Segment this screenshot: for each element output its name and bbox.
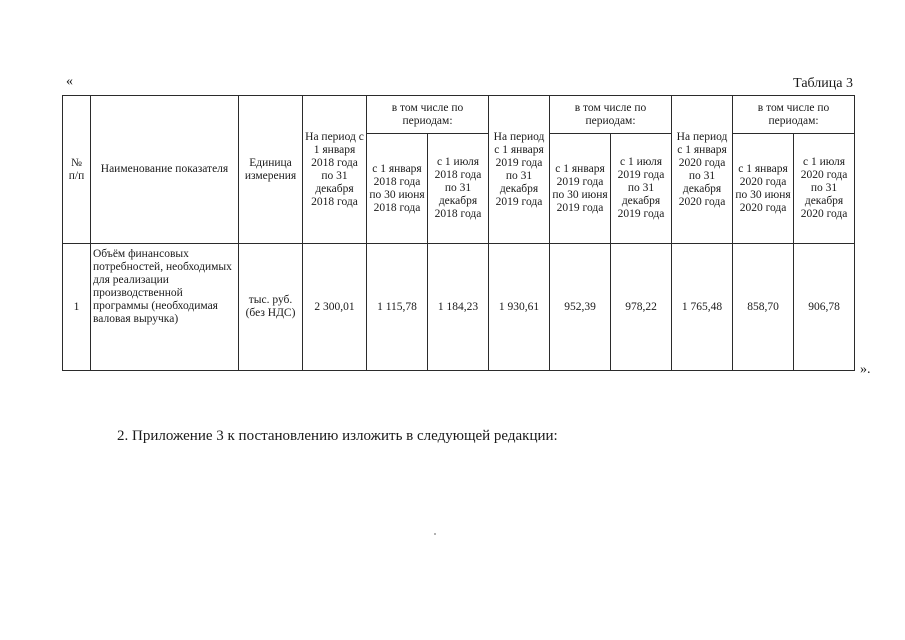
header-2019-including: в том числе по периодам: [550,96,672,134]
header-unit: Единица измерения [239,96,303,244]
table-caption: Таблица 3 [793,76,853,91]
header-2020-h1: с 1 января 2020 года по 30 июня 2020 года [733,134,794,244]
header-2020-total: На период с 1 января 2020 года по 31 декабря 2020 года [672,96,733,244]
header-2020-h2: с 1 июля 2020 года по 31 декабря 2020 года [794,134,855,244]
header-2018-total: На период с 1 января 2018 года по 31 декабря 2018 года [303,96,367,244]
header-2018-including: в том числе по периодам: [367,96,489,134]
header-spacer [855,134,905,244]
row-2018-total: 2 300,01 [303,244,367,371]
header-name: Наименование показателя [91,96,239,244]
header-2018-h2: с 1 июля 2018 года по 31 декабря 2018 года [428,134,489,244]
row-2020-h1: 858,70 [733,244,794,371]
header-spacer [855,96,905,134]
header-2020-including: в том числе по периодам: [733,96,855,134]
opening-quote: « [66,74,73,89]
row-name: Объём финансовых потребностей, необходимых для реализации производственной программы (необходимая валовая выручка) [91,244,239,371]
header-2019-h1: с 1 января 2019 года по 30 июня 2019 года [550,134,611,244]
row-2019-total: 1 930,61 [489,244,550,371]
row-2019-h2: 978,22 [611,244,672,371]
closing-quote: ». [860,362,871,377]
row-2018-h2: 1 184,23 [428,244,489,371]
header-num: № п/п [63,96,91,244]
scan-speck [434,533,436,535]
row-2020-total: 1 765,48 [672,244,733,371]
row-unit: тыс. руб. (без НДС) [239,244,303,371]
row-spacer [855,244,905,371]
financial-needs-table [62,95,905,371]
table-row [63,244,905,371]
header-2019-h2: с 1 июля 2019 года по 31 декабря 2019 года [611,134,672,244]
header-2018-h1: с 1 января 2018 года по 30 июня 2018 года [367,134,428,244]
header-row-1 [63,96,905,134]
row-2018-h1: 1 115,78 [367,244,428,371]
row-2020-h2: 906,78 [794,244,855,371]
header-2019-total: На период с 1 января 2019 года по 31 декабря 2019 года [489,96,550,244]
amendment-paragraph: 2. Приложение 3 к постановлению изложить в следующей редакции: [117,428,558,444]
row-num: 1 [63,244,91,371]
row-2019-h1: 952,39 [550,244,611,371]
